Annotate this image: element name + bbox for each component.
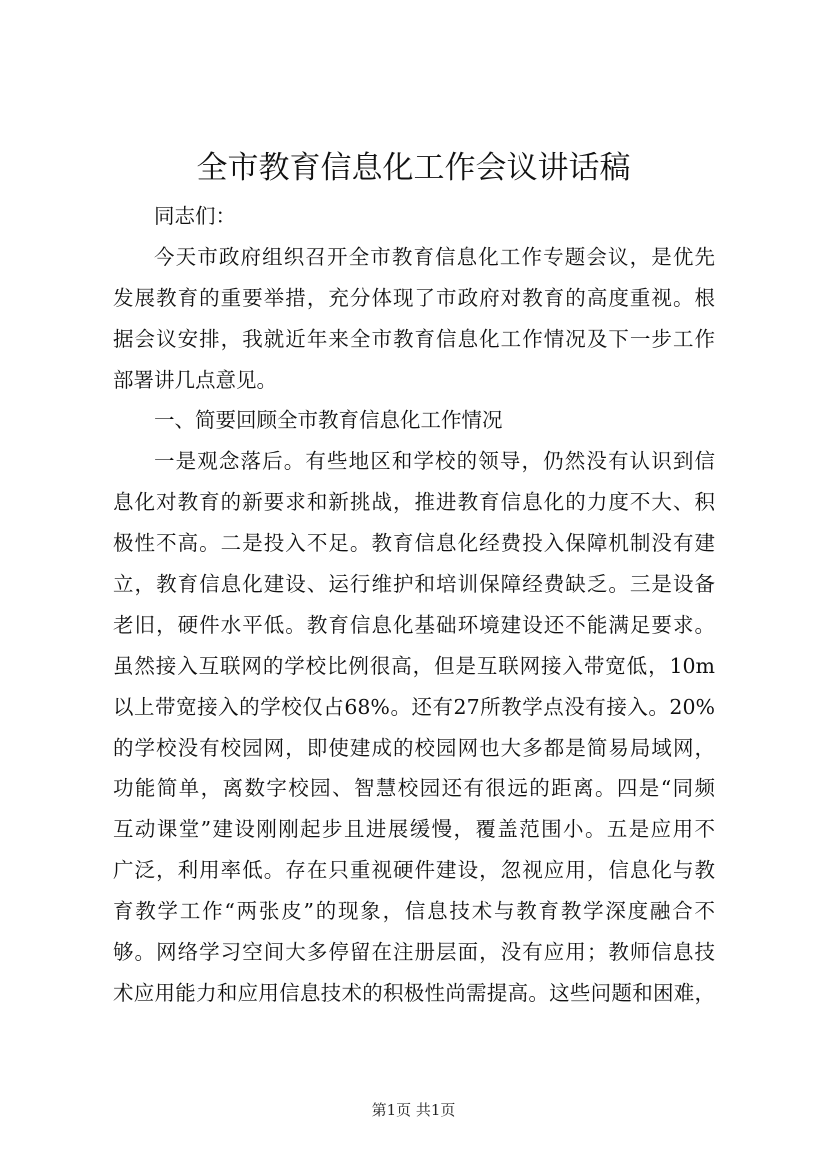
body-line: 功能简单，离数字校园、智慧校园还有很远的距离。四是“同频 [113,776,715,801]
body-line: 部署讲几点意见。 [113,367,277,392]
body-line: 据会议安排，我就近年来全市教育信息化工作情况及下一步工作 [113,326,715,351]
section-heading: 一、简要回顾全市教育信息化工作情况 [154,408,503,433]
body-line: 互动课堂”建设刚刚起步且进展缓慢，覆盖范围小。五是应用不 [113,817,715,842]
body-line: 育教学工作“两张皮”的现象，信息技术与教育教学深度融合不 [113,899,715,924]
body-line: 广泛，利用率低。存在只重视硬件建设，忽视应用，信息化与教 [113,858,715,883]
page-footer: 第1页 共1页 [371,1101,456,1119]
body-line: 同志们： [154,204,236,228]
body-line: 立，教育信息化建设、运行维护和培训保障经费缺乏。三是设备 [113,572,715,597]
body-line: 一是观念落后。有些地区和学校的领导，仍然没有认识到信 [154,449,715,474]
body-line: 老旧，硬件水平低。教育信息化基础环境建设还不能满足要求。 [113,612,715,637]
body-line: 以上带宽接入的学校仅占68%。还有27所教学点没有接入。20% [113,694,715,719]
body-line: 够。网络学习空间大多停留在注册层面，没有应用；教师信息技 [113,940,715,965]
body-line: 极性不高。二是投入不足。教育信息化经费投入保障机制没有建 [113,531,715,556]
body-line: 发展教育的重要举措，充分体现了市政府对教育的高度重视。根 [113,285,715,310]
body-line: 的学校没有校园网，即使建成的校园网也大多都是简易局域网， [113,735,715,760]
body-line: 术应用能力和应用信息技术的积极性尚需提高。这些问题和困难， [113,980,715,1005]
body-line: 今天市政府组织召开全市教育信息化工作专题会议，是优先 [154,244,715,269]
document-body [113,196,715,1014]
body-line: 息化对教育的新要求和新挑战，推进教育信息化的力度不大、积 [113,490,715,515]
document-title: 全市教育信息化工作会议讲话稿 [196,150,631,186]
body-line: 虽然接入互联网的学校比例很高，但是互联网接入带宽低，10m [113,653,715,678]
